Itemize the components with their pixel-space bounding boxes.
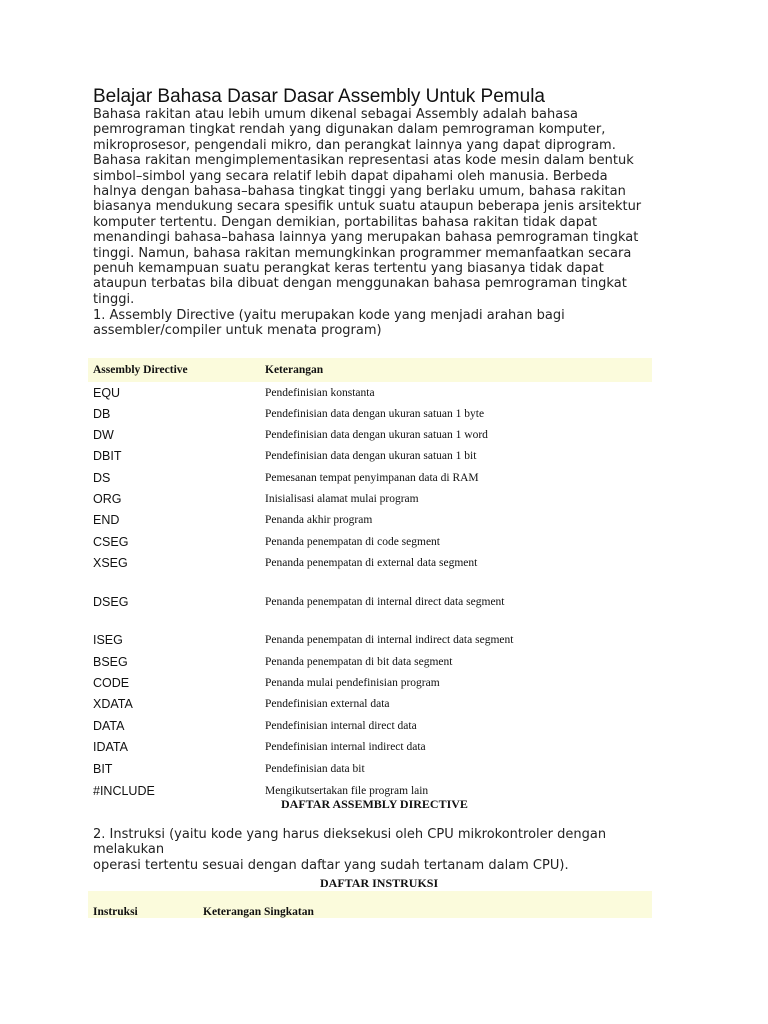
section-line: melakukan: [93, 842, 165, 858]
intro-line: menandingi bahasa–bahasa lainnya yang merupakan bahasa pemrograman tingkat: [93, 230, 639, 246]
table-row-directive: ISEG: [93, 633, 123, 647]
intro-line: Bahasa rakitan mengimplementasikan representasi atas kode mesin dalam bentuk: [93, 153, 634, 169]
table-row-directive: END: [93, 513, 120, 527]
table-row-description: Inisialisasi alamat mulai program: [265, 493, 419, 505]
intro-line: komputer tertentu. Dengan demikian, portabilitas bahasa rakitan tidak dapat: [93, 214, 598, 230]
table-row-directive: DSEG: [93, 595, 129, 609]
page-title: Belajar Bahasa Dasar Dasar Assembly Untuk Pemula: [93, 86, 545, 107]
table-row-description: Penanda penempatan di bit data segment: [265, 656, 453, 668]
table2-caption: DAFTAR INSTRUKSI: [320, 876, 439, 890]
table-row-directive: DB: [93, 407, 111, 421]
table-row-directive: XDATA: [93, 697, 133, 711]
table-row-directive: CSEG: [93, 535, 129, 549]
table-row-description: Penanda penempatan di code segment: [265, 536, 440, 548]
table-row-description: Pendefinisian data dengan ukuran satuan 1 byte: [265, 408, 485, 420]
table-row-directive: DS: [93, 471, 111, 485]
table-row-directive: #INCLUDE: [93, 784, 155, 798]
table1-caption: DAFTAR ASSEMBLY DIRECTIVE: [281, 797, 468, 811]
intro-line: tinggi. Namun, bahasa rakitan memungkinkan programmer memanfaatkan secara: [93, 245, 632, 261]
table-row-description: Pemesanan tempat penyimpanan data di RAM: [265, 472, 479, 484]
table-row-description: Penanda penempatan di internal indirect data segment: [265, 634, 514, 646]
table-row-description: Penanda akhir program: [265, 514, 373, 526]
section-line: assembler/compiler untuk menata program): [93, 323, 382, 339]
table-row-description: Pendefinisian data dengan ukuran satuan 1 word: [265, 429, 488, 441]
section-line: operasi tertentu sesuai dengan daftar yang sudah tertanam dalam CPU).: [93, 857, 569, 873]
table-row-description: Pendefinisian konstanta: [265, 387, 375, 399]
table-row-directive: IDATA: [93, 740, 128, 754]
section-1-heading: [93, 308, 565, 339]
table-row-description: Pendefinisian internal direct data: [265, 720, 417, 732]
table2-header-keterangan: Keterangan Singkatan: [203, 906, 314, 918]
table-row-description: Pendefinisian external data: [265, 698, 390, 710]
table-row-directive: CODE: [93, 676, 130, 690]
table-row-directive: DW: [93, 428, 114, 442]
table-row-directive: DBIT: [93, 449, 122, 463]
intro-line: halnya dengan bahasa–bahasa tingkat tinggi yang berlaku umum, bahasa rakitan: [93, 184, 626, 200]
table2-header-band: [88, 891, 652, 918]
intro-line: ataupun terbatas bila dibuat dengan menggunakan bahasa pemrograman tingkat: [93, 276, 627, 292]
table-row-directive: DATA: [93, 719, 125, 733]
section-2-heading: [93, 827, 606, 873]
intro-paragraph: [93, 107, 693, 307]
table-row-directive: EQU: [93, 386, 121, 400]
table1-header-keterangan: Keterangan: [265, 364, 324, 376]
intro-line: biasanya mendukung secara spesifik untuk suatu ataupun beberapa jenis arsitektur: [93, 199, 642, 215]
table-row-description: Penanda penempatan di external data segment: [265, 557, 478, 569]
table-row-description: Pendefinisian data dengan ukuran satuan 1 bit: [265, 450, 477, 462]
table-row-directive: BSEG: [93, 655, 128, 669]
intro-line: Bahasa rakitan atau lebih umum dikenal sebagai Assembly adalah bahasa: [93, 107, 578, 122]
section-line: 1. Assembly Directive (yaitu merupakan kode yang menjadi arahan bagi: [93, 308, 565, 323]
table-row-description: Pendefinisian data bit: [265, 763, 365, 775]
intro-line: pemrograman tingkat rendah yang digunakan dalam pemrograman komputer,: [93, 122, 606, 138]
table-row-directive: ORG: [93, 492, 122, 506]
table-row-description: Mengikutsertakan file program lain: [265, 785, 429, 797]
section-line: 2. Instruksi (yaitu kode yang harus dieksekusi oleh CPU mikrokontroler dengan: [93, 827, 607, 842]
table2-header-instruksi: Instruksi: [93, 906, 138, 918]
table-row-directive: BIT: [93, 762, 113, 776]
intro-line: mikroprosesor, pengendali mikro, dan perangkat lainnya yang dapat diprogram.: [93, 137, 616, 153]
intro-line: penuh kemampuan suatu perangkat keras tertentu yang biasanya tidak dapat: [93, 261, 604, 277]
table-row-directive: XSEG: [93, 556, 128, 570]
intro-line: simbol–simbol yang secara relatif lebih dapat dipahami oleh manusia. Berbeda: [93, 168, 608, 184]
intro-line: tinggi.: [93, 291, 135, 307]
table-row-description: Penanda penempatan di internal direct data segment: [265, 596, 505, 608]
table-row-description: Penanda mulai pendefinisian program: [265, 677, 440, 689]
table1-header-directive: Assembly Directive: [93, 364, 188, 376]
table-row-description: Pendefinisian internal indirect data: [265, 741, 426, 753]
